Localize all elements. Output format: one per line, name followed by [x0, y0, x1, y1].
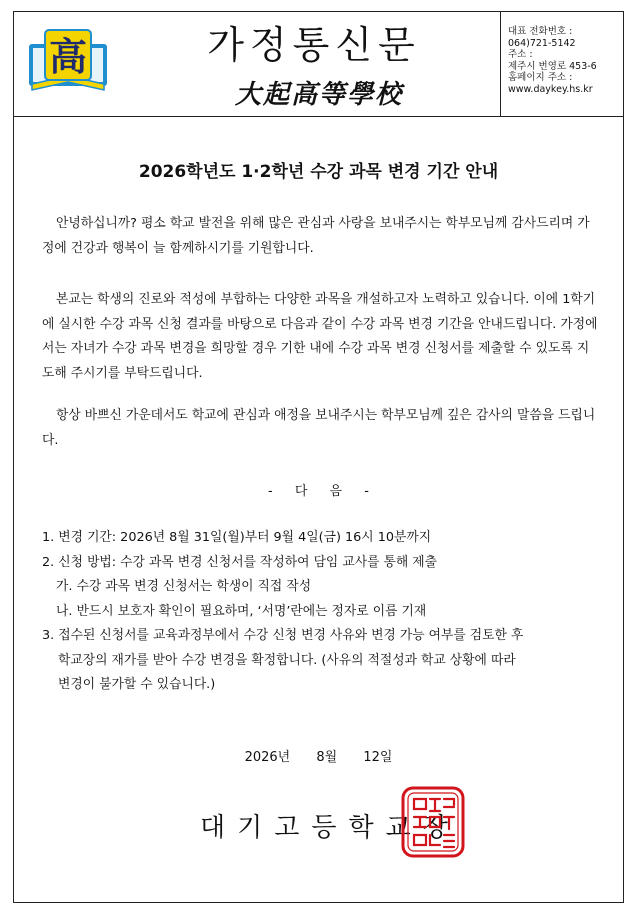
homepage-url: www.daykey.hs.kr [508, 83, 593, 95]
list-subitem: 나. 반드시 보호자 확인이 필요하며, ‘서명’란에는 정자로 이름 기재 [56, 603, 427, 619]
list-item-continuation: 학교장의 재가를 받아 수강 변경을 확정합니다. (사유의 적절성과 학교 상황에 따라 [58, 652, 516, 668]
issue-date: 2026년 8월 12일 [244, 750, 393, 765]
phone-number: 064)721-5142 [508, 37, 576, 49]
notice-title: 2026학년도 1·2학년 수강 과목 변경 기간 안내 [138, 162, 499, 182]
list-item-continuation: 변경이 불가할 수 있습니다.) [58, 677, 216, 692]
list-item: 1. 변경 기간: 2026년 8월 31일(월)부터 9월 4일(금) 16시 10분까지 [42, 530, 432, 545]
list-subitem: 가. 수강 과목 변경 신청서는 학생이 직접 작성 [56, 579, 312, 594]
body-paragraph [42, 288, 600, 386]
paragraph-text: 항상 바쁘신 가운데서도 학교에 관심과 애정을 보내주시는 학부모님께 깊은 감사의 말씀을 드립니다. [42, 408, 596, 448]
closing-paragraph [42, 404, 600, 453]
list-item: 3. 접수된 신청서를 교육과정부에서 수강 신청 변경 사유와 변경 가능 여부를 검토한 후 [42, 628, 524, 643]
official-seal-stamp [400, 785, 466, 859]
address-label: 주소 : [508, 49, 533, 60]
page-title: 가정통신문 [207, 23, 421, 67]
contact-info [508, 26, 622, 95]
greeting-paragraph [42, 212, 600, 261]
principal-signature: 대기고등학교장 [200, 813, 460, 843]
document-frame [13, 11, 624, 903]
paragraph-text: 본교는 학생의 진로와 적성에 부합하는 다양한 과목을 개설하고자 노력하고 있습니다. 이에 1학기에 실시한 수강 과목 신청 결과를 바탕으로 다음과 같이 수강 과목 변경 기간을 안내드립니다. 가정에서는 자녀가 수강 과목 변경을 희망할 경우 기한 내에 수강 과목 변경 신청서를 제출할 수 있도록 지도해 주시기를 부탁드립니다. [42, 292, 598, 381]
header-divider [500, 12, 501, 116]
paragraph-text: 안녕하십니까? 평소 학교 발전을 위해 많은 관심과 사랑을 보내주시는 학부모님께 감사드리며 가정에 건강과 행복이 늘 함께하시기를 기원합니다. [42, 216, 590, 256]
school-logo [28, 28, 108, 94]
phone-label: 대표 전화번호 : [508, 26, 573, 37]
list-item: 2. 신청 방법: 수강 과목 변경 신청서를 작성하여 담임 교사를 통해 제출 [42, 554, 438, 570]
address: 제주시 번영로 453-6 [508, 60, 597, 72]
homepage-label: 홈페이지 주소 : [508, 72, 573, 83]
letter-header [14, 12, 623, 117]
school-name: 大起高等學校 [234, 80, 403, 110]
details-list [42, 526, 617, 698]
section-heading: - 다 음 - [268, 484, 369, 499]
logo-glyph: 高 [48, 34, 88, 79]
